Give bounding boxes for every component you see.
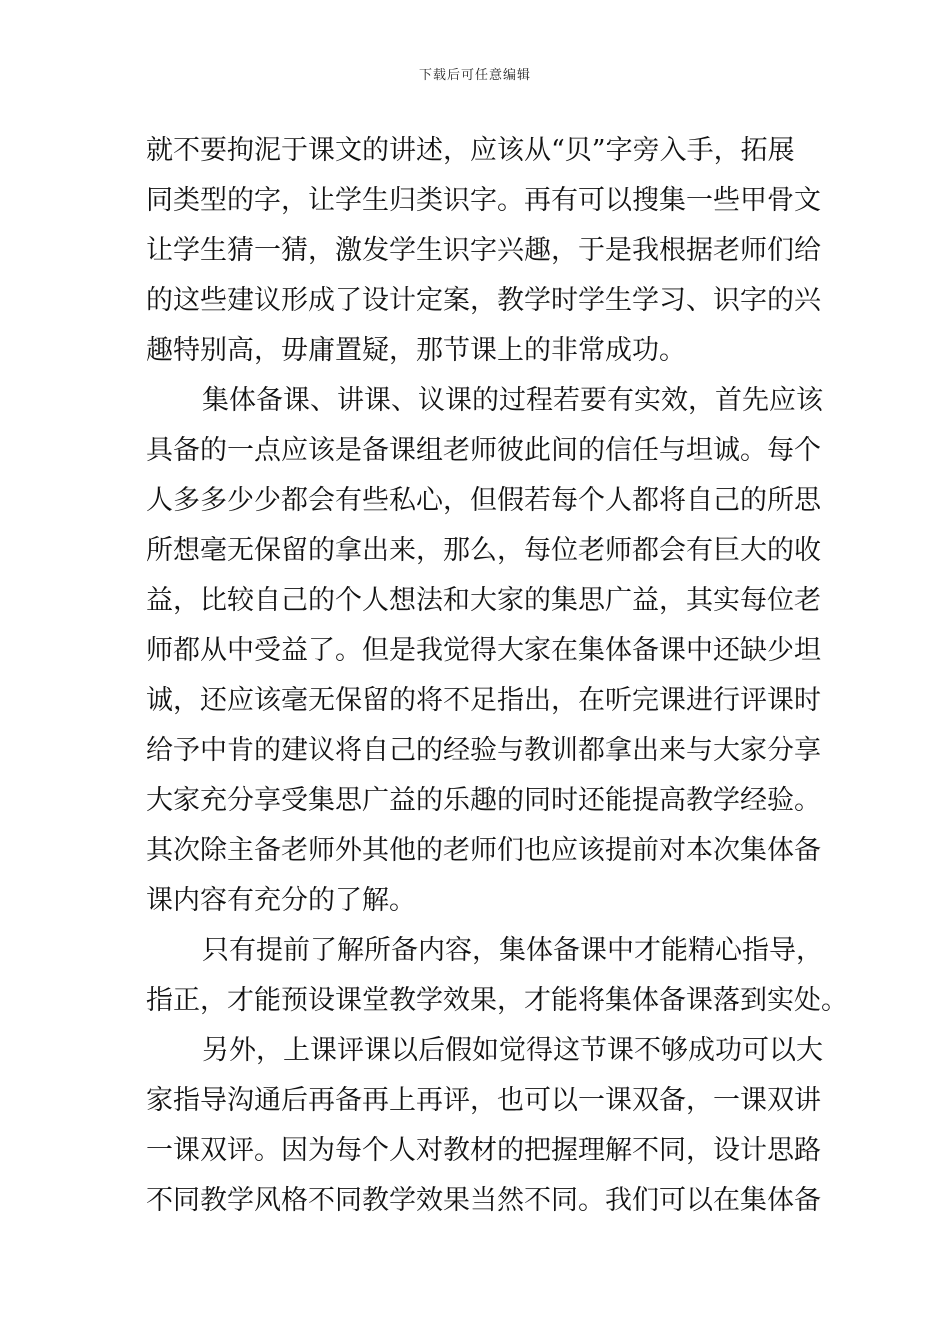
- text-line: 师都从中受益了。但是我觉得大家在集体备课中还缺少坦: [146, 635, 821, 666]
- paragraph-2: [146, 376, 826, 926]
- text-line: 另外，上课评课以后假如觉得这节课不够成功可以大: [202, 1035, 823, 1066]
- text-line: 所想毫无保留的拿出来，那么，每位老师都会有巨大的收: [146, 535, 821, 566]
- text-line: 家指导沟通后再备再上再评，也可以一课双备，一课双讲: [146, 1085, 821, 1116]
- text-line: 具备的一点应该是备课组老师彼此间的信任与坦诚。每个: [146, 435, 821, 466]
- text-line: 大家充分享受集思广益的乐趣的同时还能提高教学经验。: [146, 785, 821, 816]
- text-line: 就不要拘泥于课文的讲述，应该从“贝”字旁入手，拓展: [146, 135, 795, 166]
- text-line: 指正，才能预设课堂教学效果，才能将集体备课落到实处。: [146, 985, 848, 1016]
- text-line: 不同教学风格不同教学效果当然不同。我们可以在集体备: [146, 1185, 821, 1216]
- text-line: 趣特别高，毋庸置疑，那节课上的非常成功。: [146, 335, 686, 366]
- document-body: [146, 126, 848, 1226]
- text-line: 让学生猜一猜，激发学生识字兴趣，于是我根据老师们给: [146, 235, 821, 266]
- text-line: 集体备课、讲课、议课的过程若要有实效，首先应该: [202, 385, 823, 416]
- text-line: 益，比较自己的个人想法和大家的集思广益，其实每位老: [146, 585, 821, 616]
- text-line: 其次除主备老师外其他的老师们也应该提前对本次集体备: [146, 835, 821, 866]
- text-line: 一课双评。因为每个人对教材的把握理解不同，设计思路: [146, 1135, 821, 1166]
- paragraph-3: [146, 926, 848, 1026]
- text-line: 给予中肯的建议将自己的经验与教训都拿出来与大家分享: [146, 735, 821, 766]
- paragraph-4: [146, 1026, 826, 1226]
- text-line: 的这些建议形成了设计定案，教学时学生学习、识字的兴: [146, 285, 821, 316]
- page-header: 下载后可任意编辑: [418, 68, 531, 83]
- text-line: 课内容有充分的了解。: [146, 885, 416, 916]
- text-line: 人多多少少都会有些私心，但假若每个人都将自己的所思: [146, 485, 821, 516]
- text-line: 只有提前了解所备内容，集体备课中才能精心指导，: [202, 935, 823, 966]
- text-line: 同类型的字，让学生归类识字。再有可以搜集一些甲骨文: [146, 185, 821, 216]
- text-line: 诚，还应该毫无保留的将不足指出，在听完课进行评课时: [146, 685, 821, 716]
- paragraph-1: [146, 126, 826, 376]
